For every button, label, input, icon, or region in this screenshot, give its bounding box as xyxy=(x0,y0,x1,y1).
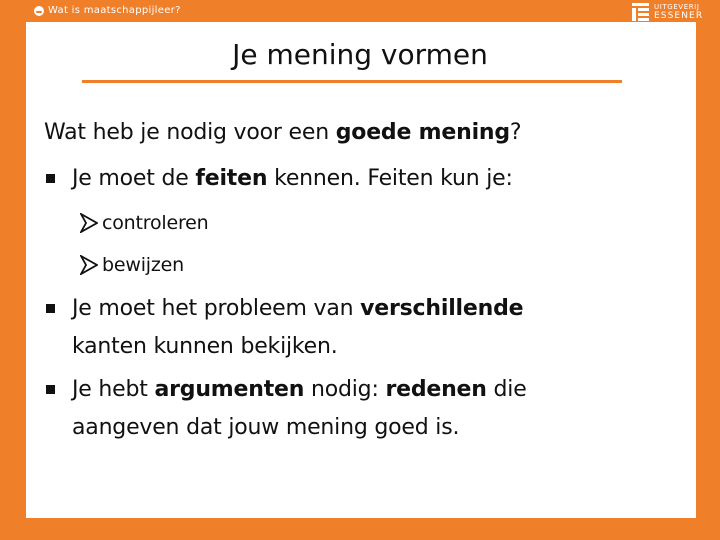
bullet-square-icon xyxy=(46,174,55,183)
intro-end: ? xyxy=(509,120,522,145)
bullet-square-icon xyxy=(46,304,55,313)
bullet1-text: Je moet de xyxy=(72,166,196,191)
bullet1-bold: feiten xyxy=(195,166,268,191)
intro-bold: goede mening xyxy=(335,120,510,145)
intro-text: Wat heb je nodig voor een xyxy=(44,120,336,145)
bullet-argumenten xyxy=(72,373,527,407)
bullet3-end: die xyxy=(486,377,527,402)
sub-item-bewijzen: bewijzen xyxy=(102,254,184,276)
top-bar xyxy=(0,0,720,22)
bullet3-mid: nodig: xyxy=(304,377,386,402)
intro-question xyxy=(44,116,521,150)
bullet2-text: Je moet het probleem van xyxy=(72,296,361,321)
sub-item-controleren: controleren xyxy=(102,212,209,234)
publisher-mark-icon xyxy=(632,3,649,21)
slide-title: Je mening vormen xyxy=(232,38,488,71)
bullet-argumenten-continued: aangeven dat jouw mening goed is. xyxy=(72,415,460,440)
bullet3-text: Je hebt xyxy=(72,377,155,402)
logo-text-bottom: ESSENER xyxy=(654,11,704,21)
arrow-bullet-icon xyxy=(80,255,98,275)
brand-face-icon xyxy=(34,6,44,16)
bullet-feiten xyxy=(72,162,513,196)
publisher-logo xyxy=(632,3,704,23)
bullet-kanten xyxy=(72,292,523,326)
bullet-kanten-continued: kanten kunnen bekijken. xyxy=(72,334,338,359)
logo-text-top: UITGEVERIJ xyxy=(654,3,700,11)
bullet2-bold: verschillende xyxy=(360,296,524,321)
bullet-square-icon xyxy=(46,385,55,394)
arrow-bullet-icon xyxy=(80,213,98,233)
bullet3-bold-redenen: redenen xyxy=(385,377,487,402)
bullet1-end: kennen. Feiten kun je: xyxy=(267,166,513,191)
title-underline xyxy=(82,80,622,83)
breadcrumb: Wat is maatschappijleer? xyxy=(48,5,181,16)
bullet3-bold-argumenten: argumenten xyxy=(154,377,305,402)
